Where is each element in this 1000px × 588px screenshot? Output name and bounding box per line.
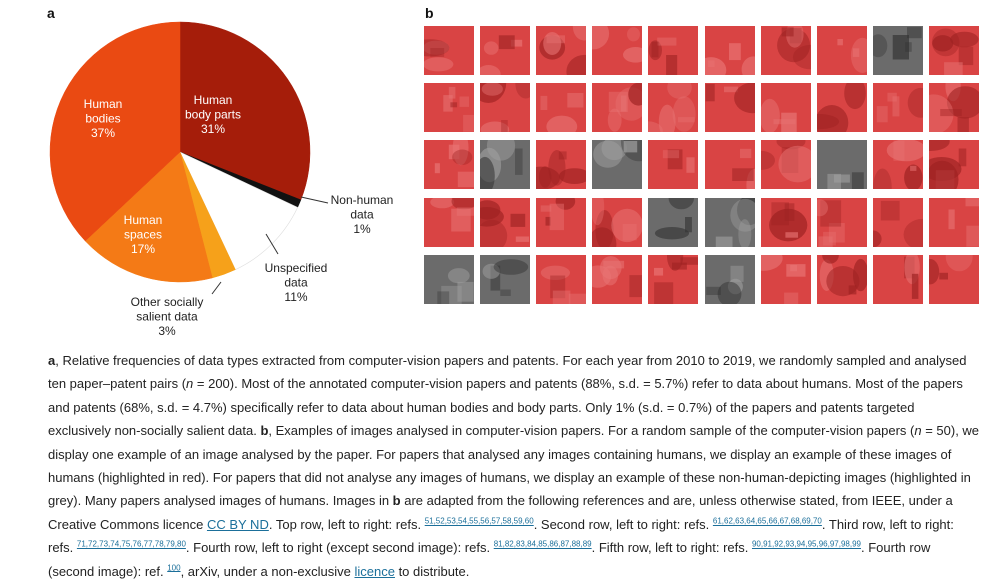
image-thumbnail xyxy=(705,255,755,304)
image-thumbnail xyxy=(929,26,979,75)
image-tile-fourth-row-4 xyxy=(592,198,642,247)
image-thumbnail xyxy=(536,198,586,247)
cc-by-nd-license-link[interactable]: CC BY ND xyxy=(206,516,269,532)
caption-text: . Second row, left to right: refs. xyxy=(533,516,713,532)
image-thumbnail xyxy=(592,198,642,247)
image-thumbnail xyxy=(480,140,530,189)
image-grid xyxy=(424,26,988,304)
image-thumbnail xyxy=(480,255,530,304)
image-tile-fourth-row-2 xyxy=(480,198,530,247)
image-tile-third-row-9 xyxy=(873,140,923,189)
image-tile-second-row-4 xyxy=(592,83,642,132)
image-tile-fifth-row-9 xyxy=(873,255,923,304)
image-thumbnail xyxy=(761,198,811,247)
image-tile-third-row-7 xyxy=(761,140,811,189)
image-thumbnail xyxy=(592,83,642,132)
image-tile-fourth-row-9 xyxy=(873,198,923,247)
pie-label-non-human-data: Non-human data 1% xyxy=(330,193,394,236)
caption-text: . Top row, left to right: refs. xyxy=(268,516,425,532)
caption-text: . Third row, left to right: refs. xyxy=(48,516,954,556)
image-thumbnail xyxy=(873,26,923,75)
refs-fourth-row-link[interactable]: 81,82,83,84,85,86,87,88,89 xyxy=(493,539,592,549)
image-tile-second-row-10 xyxy=(929,83,979,132)
image-thumbnail xyxy=(648,140,698,189)
caption-text: . Fourth row, left to right (except second image): refs. xyxy=(185,540,494,556)
image-tile-fifth-row-6 xyxy=(705,255,755,304)
pie-label-human-bodies: Human bodies 37% xyxy=(83,97,123,140)
image-tile-second-row-2 xyxy=(480,83,530,132)
image-thumbnail xyxy=(705,198,755,247)
image-thumbnail xyxy=(929,255,979,304)
image-thumbnail xyxy=(424,198,474,247)
image-tile-second-row-1 xyxy=(424,83,474,132)
image-tile-top-row-10 xyxy=(929,26,979,75)
caption-text: to distribute. xyxy=(394,563,470,579)
leader-line-non-human-data xyxy=(301,197,328,203)
image-tile-fifth-row-3 xyxy=(536,255,586,304)
image-thumbnail xyxy=(817,140,867,189)
refs-second-row-link[interactable]: 61,62,63,64,65,66,67,68,69,70 xyxy=(712,516,822,526)
image-thumbnail xyxy=(705,26,755,75)
image-tile-top-row-9 xyxy=(873,26,923,75)
image-thumbnail xyxy=(761,83,811,132)
image-tile-third-row-4 xyxy=(592,140,642,189)
ref-fourth-row-second-image-link[interactable]: 100 xyxy=(167,563,181,573)
image-tile-fourth-row-5 xyxy=(648,198,698,247)
caption-text: , Relative frequencies of data types extracted from computer-vision papers and patents. For each year from 2010 to 2019, we randomly sampled and analysed ten paper–patent pairs ( xyxy=(48,353,967,392)
image-tile-top-row-4 xyxy=(592,26,642,75)
image-thumbnail xyxy=(705,140,755,189)
image-tile-second-row-9 xyxy=(873,83,923,132)
panel-a-letter: a xyxy=(47,5,55,21)
image-tile-top-row-3 xyxy=(536,26,586,75)
image-thumbnail xyxy=(592,26,642,75)
refs-top-row-link[interactable]: 51,52,53,54,55,56,57,58,59,60 xyxy=(424,516,534,526)
image-thumbnail xyxy=(648,255,698,304)
image-thumbnail xyxy=(705,83,755,132)
image-tile-fourth-row-1 xyxy=(424,198,474,247)
panel-b-letter: b xyxy=(425,5,434,21)
image-thumbnail xyxy=(648,198,698,247)
image-tile-top-row-5 xyxy=(648,26,698,75)
image-thumbnail xyxy=(873,83,923,132)
image-tile-third-row-8 xyxy=(817,140,867,189)
image-thumbnail xyxy=(817,26,867,75)
image-thumbnail xyxy=(480,198,530,247)
image-tile-fifth-row-8 xyxy=(817,255,867,304)
image-tile-second-row-5 xyxy=(648,83,698,132)
image-thumbnail xyxy=(424,26,474,75)
figure-caption xyxy=(48,349,980,583)
image-tile-fourth-row-10 xyxy=(929,198,979,247)
image-tile-fifth-row-7 xyxy=(761,255,811,304)
image-tile-third-row-1 xyxy=(424,140,474,189)
caption-text: , arXiv, under a non-exclusive xyxy=(180,563,355,579)
image-tile-fourth-row-7 xyxy=(761,198,811,247)
image-thumbnail xyxy=(761,26,811,75)
caption-text: . Fourth row (second image): ref. xyxy=(48,540,931,579)
image-thumbnail xyxy=(480,83,530,132)
image-tile-third-row-10 xyxy=(929,140,979,189)
image-tile-fourth-row-6 xyxy=(705,198,755,247)
image-thumbnail xyxy=(817,198,867,247)
caption-n-symbol: n xyxy=(914,423,922,439)
image-thumbnail xyxy=(929,83,979,132)
caption-panel-b-letter: b xyxy=(392,493,401,509)
image-thumbnail xyxy=(761,255,811,304)
pie-label-human-body-parts: Human body parts 31% xyxy=(184,93,242,136)
image-thumbnail xyxy=(592,140,642,189)
image-tile-second-row-3 xyxy=(536,83,586,132)
image-tile-top-row-8 xyxy=(817,26,867,75)
refs-third-row-link[interactable]: 71,72,73,74,75,76,77,78,79,80 xyxy=(76,539,186,549)
image-tile-top-row-7 xyxy=(761,26,811,75)
pie-label-unspecified-data: Unspecified data 11% xyxy=(264,261,328,304)
caption-panel-b-letter: b xyxy=(260,423,269,439)
image-tile-fifth-row-10 xyxy=(929,255,979,304)
leader-line-other-socially-salient-data xyxy=(212,282,221,294)
image-thumbnail xyxy=(929,198,979,247)
image-thumbnail xyxy=(817,255,867,304)
image-thumbnail xyxy=(536,83,586,132)
image-tile-second-row-7 xyxy=(761,83,811,132)
caption-text: , Examples of images analysed in computer-vision papers. For a random sample of the computer-vision papers ( xyxy=(268,423,915,439)
image-tile-fifth-row-4 xyxy=(592,255,642,304)
image-tile-fifth-row-1 xyxy=(424,255,474,304)
caption-text: = 50), we display one example of an image analysed by the paper. For papers that analysed any images containing humans, we display an example of these images of humans (highlighted in red). For papers that did not analyse any images of humans, we display an example of these non-human-depicting images (highlighted in grey). Many papers analysed images of humans. Images in xyxy=(48,423,980,509)
image-thumbnail xyxy=(536,26,586,75)
image-tile-third-row-2 xyxy=(480,140,530,189)
caption-text: are adapted from the following references and are, unless otherwise stated, from IEEE, under a Creative Commons licence xyxy=(48,493,953,532)
image-tile-third-row-3 xyxy=(536,140,586,189)
image-thumbnail xyxy=(424,140,474,189)
image-tile-top-row-6 xyxy=(705,26,755,75)
image-tile-third-row-5 xyxy=(648,140,698,189)
image-thumbnail xyxy=(873,140,923,189)
image-thumbnail xyxy=(929,140,979,189)
image-thumbnail xyxy=(424,255,474,304)
image-thumbnail xyxy=(480,26,530,75)
image-thumbnail xyxy=(873,198,923,247)
image-thumbnail xyxy=(424,83,474,132)
image-thumbnail xyxy=(536,255,586,304)
image-thumbnail xyxy=(873,255,923,304)
refs-fifth-row-link[interactable]: 90,91,92,93,94,95,96,97,98,99 xyxy=(751,539,861,549)
licence-link[interactable]: licence xyxy=(354,563,395,579)
image-tile-second-row-8 xyxy=(817,83,867,132)
pie-chart xyxy=(40,20,420,350)
caption-text: = 200). Most of the annotated computer-vision papers and patents (88%, s.d. = 5.7%) refer to data about humans. Most of the papers and patents (68%, s.d. = 4.7%) specifically refer to data about human bodies and body parts. Only 1% (s.d. = 0.7%) of the papers and patents targeted exclusively non-socially salient data. xyxy=(48,376,963,439)
pie-label-human-spaces: Human spaces 17% xyxy=(123,213,163,256)
image-thumbnail xyxy=(648,26,698,75)
image-tile-second-row-6 xyxy=(705,83,755,132)
image-tile-top-row-2 xyxy=(480,26,530,75)
image-tile-top-row-1 xyxy=(424,26,474,75)
caption-panel-a-letter: a xyxy=(48,353,56,368)
image-thumbnail xyxy=(592,255,642,304)
image-thumbnail xyxy=(648,83,698,132)
image-tile-fifth-row-5 xyxy=(648,255,698,304)
image-tile-fourth-row-8 xyxy=(817,198,867,247)
pie-label-other-socially-salient-data: Other socially salient data 3% xyxy=(130,295,204,338)
caption-text: . Fifth row, left to right: refs. xyxy=(591,540,752,556)
caption-n-symbol: n xyxy=(186,376,194,392)
image-thumbnail xyxy=(536,140,586,189)
image-tile-third-row-6 xyxy=(705,140,755,189)
image-tile-fourth-row-3 xyxy=(536,198,586,247)
image-thumbnail xyxy=(817,83,867,132)
image-thumbnail xyxy=(761,140,811,189)
image-tile-fifth-row-2 xyxy=(480,255,530,304)
